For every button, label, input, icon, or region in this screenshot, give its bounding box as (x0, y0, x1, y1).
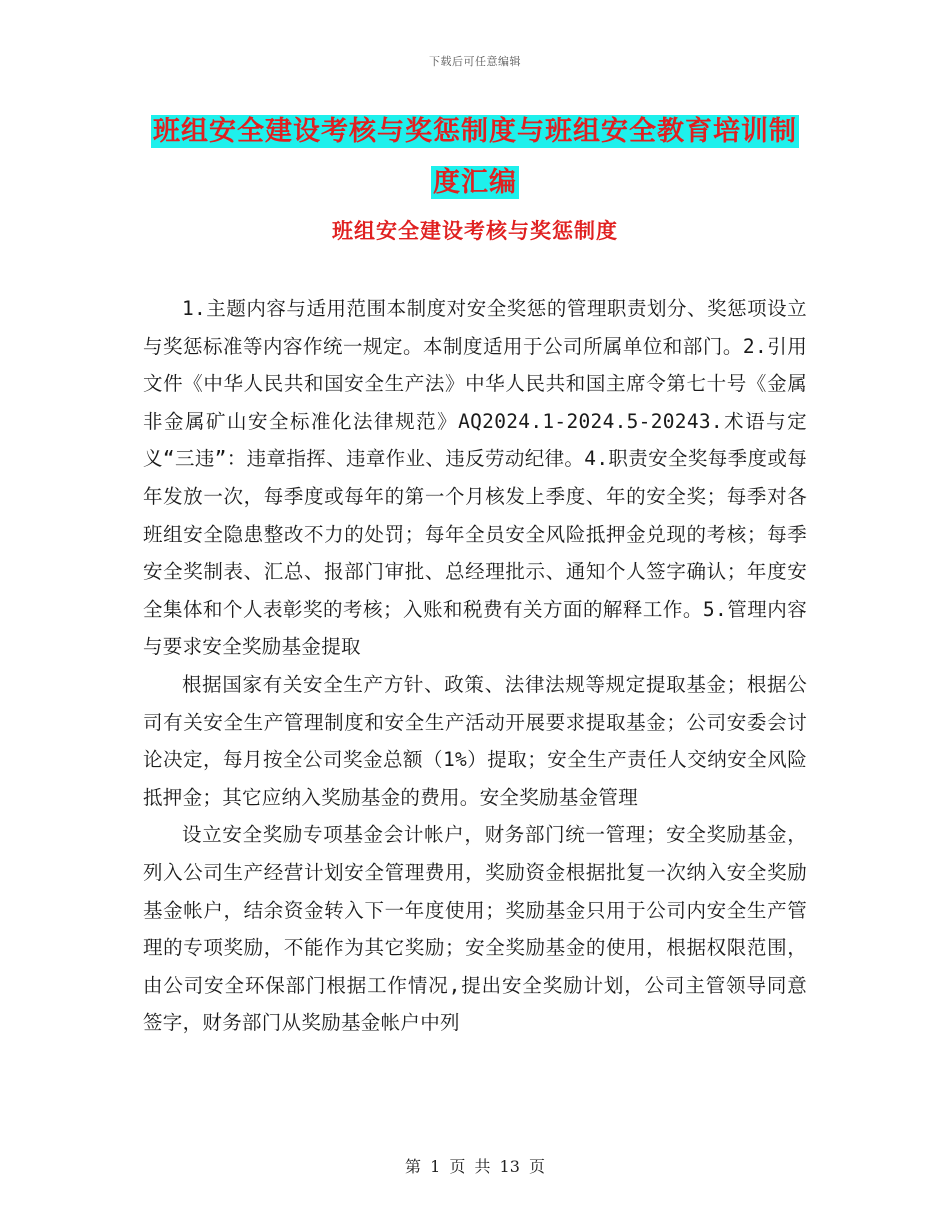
paragraph: 1.主题内容与适用范围本制度对安全奖惩的管理职责划分、奖惩项设立与奖惩标准等内容作统一规定。本制度适用于公司所属单位和部门。2.引用文件《中华人民共和国安全生产法》中华人民共和国主席令第七十号《金属非金属矿山安全标准化法律规范》AQ2024.1-2024.5-20243.术语与定义“三违”：违章指挥、违章作业、违反劳动纪律。4.职责安全奖每季度或每年发放一次，每季度或每年的第一个月核发上季度、年的安全奖；每季对各班组安全隐患整改不力的处罚；每年全员安全风险抵押金兑现的考核；每季安全奖制表、汇总、报部门审批、总经理批示、通知个人签字确认；年度安全集体和个人表彰奖的考核；入账和税费有关方面的解释工作。5.管理内容与要求安全奖励基金提取 (143, 297, 807, 659)
body-text (143, 290, 807, 1042)
paragraph: 根据国家有关安全生产方针、政策、法律法规等规定提取基金；根据公司有关安全生产管理制度和安全生产活动开展要求提取基金；公司安委会讨论决定，每月按全公司奖金总额（1%）提取；安全生产责任人交纳安全风险抵押金；其它应纳入奖励基金的费用。安全奖励基金管理 (143, 672, 807, 809)
document-title (143, 106, 807, 208)
paragraph: 设立安全奖励专项基金会计帐户，财务部门统一管理；安全奖励基金，列入公司生产经营计划安全管理费用，奖励资金根据批复一次纳入安全奖励基金帐户，结余资金转入下一年度使用；奖励基金只用于公司内安全生产管理的专项奖励，不能作为其它奖励；安全奖励基金的使用，根据权限范围，由公司安全环保部门根据工作情况,提出安全奖励计划，公司主管领导同意签字，财务部门从奖励基金帐户中列 (143, 823, 807, 1035)
page-footer: 第 1 页 共 13 页 (405, 1157, 545, 1176)
section-title: 班组安全建设考核与奖惩制度 (332, 218, 618, 243)
header-note: 下载后可任意编辑 (429, 55, 521, 68)
title-line-1: 班组安全建设考核与奖惩制度与班组安全教育培训制 (153, 116, 797, 147)
title-line-2: 度汇编 (433, 167, 517, 198)
